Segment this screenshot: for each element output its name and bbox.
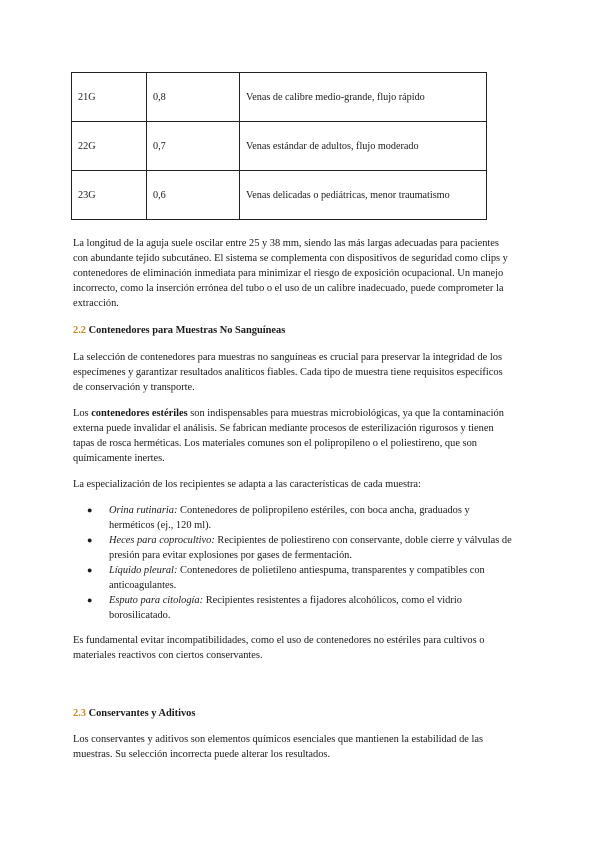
list-item [73,593,515,623]
bullet-icon: ● [87,565,93,575]
item-text: Recipientes de poliestireno con conservante, doble cierre y válvulas de presión para evitar explosiones por gases de fermentación. [109,535,512,561]
section-title: Contenedores para Muestras No Sanguíneas [88,325,286,336]
containers-intro-paragraph: La selección de contenedores para muestras no sanguíneas es crucial para preservar la integridad de los especímenes y garantizar resultados analíticos fiables. Cada tipo de muestra tiene requisitos específicos de conservación y transporte. [73,352,503,393]
closing-paragraph: Es fundamental evitar incompatibilidades, como el uso de contenedores no estériles para cultivos o materiales reactivos con ciertos conservantes. [73,635,485,661]
table-row [72,171,487,220]
diameter-cell: 0,7 [147,122,240,171]
table-row [72,122,487,171]
item-label: Heces para coprocultivo: [109,535,215,546]
item-label: Esputo para citología: [109,595,204,606]
bullet-icon: ● [87,535,93,545]
section-number: 2.3 [73,708,86,719]
diameter-cell: 0,6 [147,171,240,220]
list-item [73,563,515,593]
gauge-cell: 22G [72,122,147,171]
sterile-rest: son indispensables para muestras microbiológicas, ya que la contaminación externa puede invalidar el análisis. Se fabrican mediante procesos de esterilización rigurosos y tienen tapas de rosca herméticas. Los materiales comunes son el polipropileno o el poliestireno, que son químicamente inertes. [73,408,504,464]
sterile-term: contenedores estériles [91,408,188,419]
bullet-icon: ● [87,595,93,605]
diameter-cell: 0,8 [147,73,240,122]
item-text: Contenedores de polipropileno estériles, con boca ancha, graduados y herméticos (ej., 120 ml). [109,505,470,531]
specialization-paragraph: La especialización de los recipientes se adapta a las características de cada muestra: [73,479,421,490]
section-heading-2-2 [73,323,515,338]
item-label: Líquido pleural: [109,565,178,576]
preservatives-intro-paragraph: Los conservantes y aditivos son elementos químicos esenciales que mantienen la estabilidad de las muestras. Su selección incorrecta puede alterar los resultados. [73,734,484,760]
sterile-prefix: Los [73,408,92,419]
list-item [73,503,515,533]
section-title: Conservantes y Aditivos [88,708,196,719]
section-number: 2.2 [73,325,86,336]
item-text: Recipientes resistentes a fijadores alcohólicos, como el vidrio borosilicatado. [109,595,462,621]
gauge-cell: 21G [72,73,147,122]
needle-gauge-table [71,72,487,220]
needle-length-paragraph: La longitud de la aguja suele oscilar entre 25 y 38 mm, siendo las más largas adecuadas para pacientes con abundante tejido subcutáneo. El sistema se complementa con dispositivos de seguridad como clips y contenedores de eliminación inmediata para minimizar el riesgo de exposición ocupacional. Un manejo incorrecto, como la inserción errónea del tubo o el uso de un calibre inadecuado, puede comprometer la extracción. [73,238,508,309]
use-cell: Venas delicadas o pediátricas, menor traumatismo [240,171,487,220]
use-cell: Venas de calibre medio-grande, flujo rápido [240,73,487,122]
sterile-containers-paragraph [73,406,515,466]
container-types-list [73,503,515,623]
item-text: Contenedores de polietileno antiespuma, transparentes y compatibles con anticoagulantes. [109,565,485,591]
gauge-cell: 23G [72,171,147,220]
section-heading-2-3 [73,706,515,721]
bullet-icon: ● [87,505,93,515]
list-item [73,533,515,563]
use-cell: Venas estándar de adultos, flujo moderado [240,122,487,171]
table-row [72,73,487,122]
item-label: Orina rutinaria: [109,505,178,516]
